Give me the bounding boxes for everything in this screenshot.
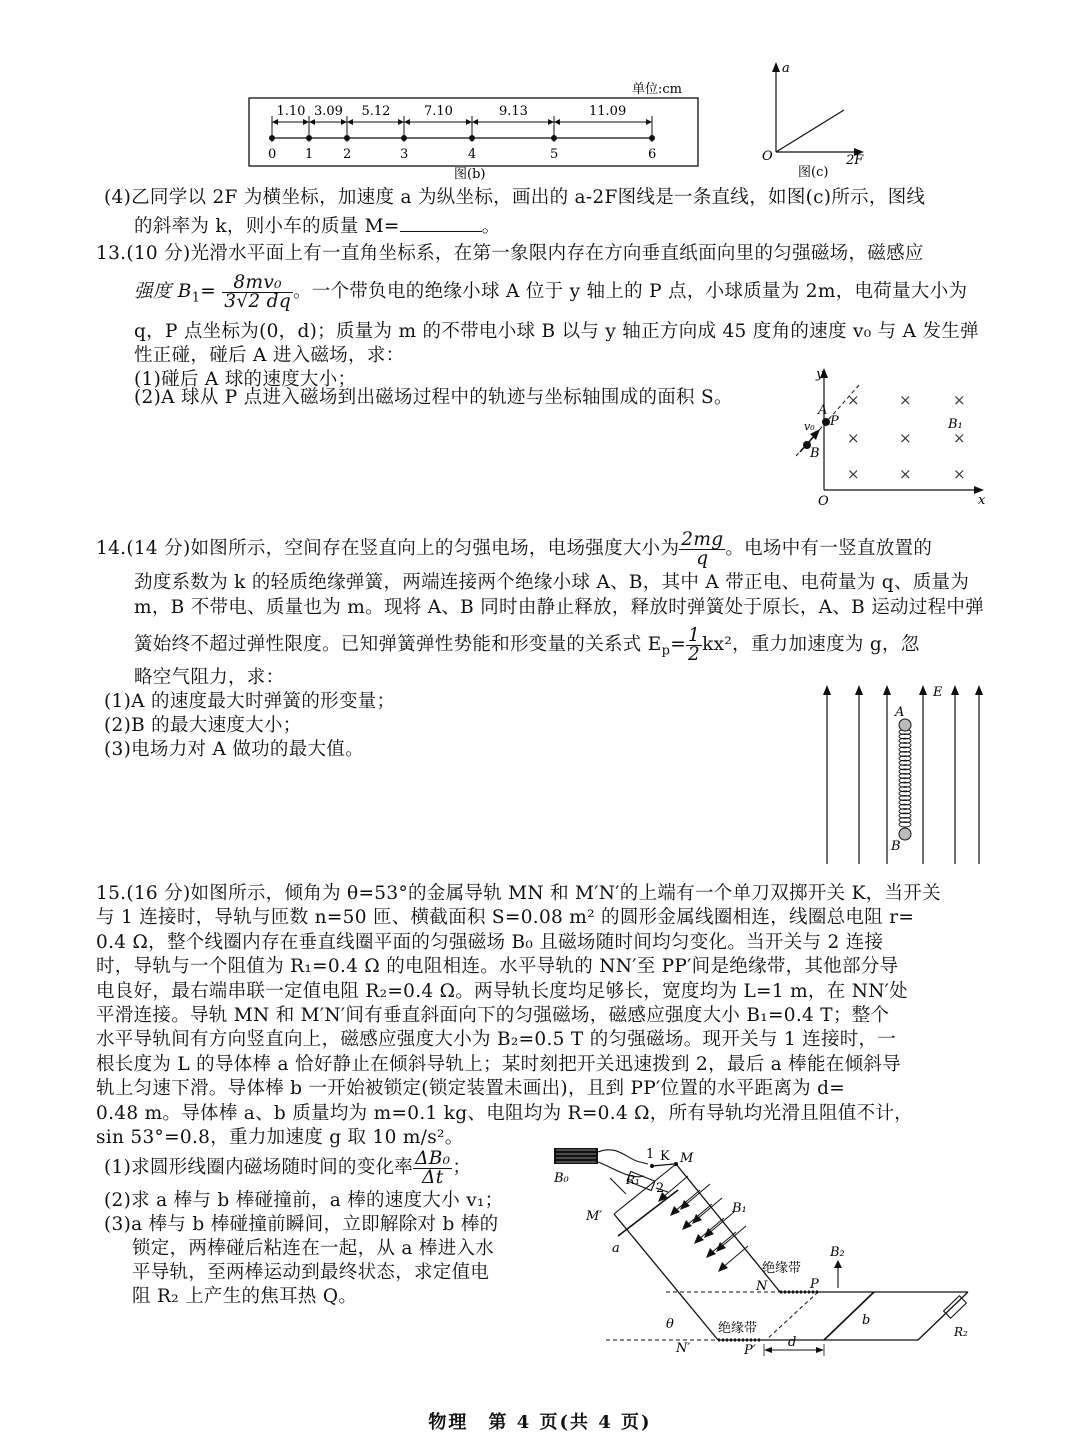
figb-arrow bbox=[309, 119, 315, 125]
q14-line5: 略空气阻力，求： bbox=[134, 667, 285, 688]
b1-field-arrow bbox=[684, 1184, 710, 1206]
figb-arrow bbox=[347, 119, 353, 125]
q14-fig-a: A bbox=[895, 705, 905, 720]
q15-fig-b: b bbox=[862, 1313, 871, 1328]
q13-fig-y: y bbox=[816, 367, 824, 382]
q15-sub3-4: 阻 R₂ 上产生的焦耳热 Q。 bbox=[132, 1286, 358, 1307]
figb-point-label: 2 bbox=[343, 147, 352, 162]
figb-arrow bbox=[646, 119, 652, 125]
q15-fig-r1: R₁ bbox=[626, 1173, 640, 1187]
q14-half-num: 1 bbox=[688, 624, 701, 646]
q13-fig-v0: v₀ bbox=[804, 420, 815, 433]
figb-point bbox=[306, 135, 312, 141]
q15-fig-d: d bbox=[788, 1335, 797, 1350]
figb-point-label: 6 bbox=[648, 147, 657, 162]
q15-rate bbox=[413, 1147, 452, 1188]
b1-field-arrow bbox=[710, 1232, 736, 1254]
q15-fig-ins1: 绝缘带 bbox=[762, 1261, 802, 1276]
q15-fig-b0: B₀ bbox=[554, 1171, 569, 1186]
b1-arrowhead bbox=[718, 1262, 728, 1272]
q14-line2: 劲度系数为 k 的轻质绝缘弹簧，两端连接两个绝缘小球 A、B，其中 A 带正电、电荷量为 q、质量为 bbox=[134, 572, 970, 593]
fig-c-caption: 图(c) bbox=[798, 165, 829, 180]
b1-field-arrow bbox=[722, 1246, 748, 1268]
figure-b bbox=[248, 78, 700, 186]
figb-arrow bbox=[272, 119, 278, 125]
q15-line-5: 电良好，最右端串联一定值电阻 R₂=0.4 Ω。两导轨长度均足够长，宽度均为 L=1 m，在 NN′处 bbox=[96, 980, 908, 1002]
q14-eq: = bbox=[670, 634, 687, 655]
field-arrow bbox=[951, 685, 959, 695]
q14-line4-rest: kx²，重力加速度为 g，忽 bbox=[702, 634, 920, 655]
figb-point bbox=[649, 135, 655, 141]
figb-segment-label: 7.10 bbox=[424, 104, 453, 119]
field-arrow bbox=[823, 685, 831, 695]
q15-fig-2: 2 bbox=[656, 1181, 665, 1196]
q15-sub3-1: (3)a 棒与 b 棒碰撞前瞬间，立即解除对 b 棒的 bbox=[104, 1214, 499, 1235]
q13-fig-b1: B₁ bbox=[948, 417, 963, 432]
q15-line-10: 0.48 m。导体棒 a、b 质量均为 m=0.1 kg、电阻均为 R=0.4 Ω，所有导轨均光滑且阻值不计， bbox=[96, 1102, 913, 1124]
fig-c-line bbox=[776, 110, 844, 152]
q15-line-8: 根长度为 L 的导体棒 a 恰好静止在倾斜导轨上；某时刻把开关迅速拨到 2，最后 a 棒能在倾斜导 bbox=[96, 1053, 901, 1075]
q13-line1: 13.(10 分)光滑水平面上有一直角坐标系，在第一象限内存在方向垂直纸面向里的匀强磁场，磁感应 bbox=[96, 243, 924, 264]
q15-sub1-end: ； bbox=[452, 1157, 472, 1178]
q13-line4: 性正碰，碰后 A 进入磁场，求： bbox=[134, 345, 405, 366]
q15-sub1 bbox=[104, 1144, 471, 1192]
fig-c-origin: O bbox=[762, 149, 773, 164]
figb-point-label: 5 bbox=[550, 147, 559, 162]
q13-line2-rest: 。一个带负电的绝缘小球 A 位于 y 轴上的 P 点，小球质量为 2m，电荷量大小为 bbox=[292, 281, 968, 302]
magnetic-field-cross: × bbox=[899, 465, 912, 483]
q15-fig-b1: B₁ bbox=[732, 1201, 747, 1216]
q13-frac-num: 8mv₀ bbox=[222, 274, 293, 293]
fig-b-unit: 单位:cm bbox=[632, 82, 682, 97]
q13-fraction bbox=[222, 271, 293, 312]
q15-rate-den: Δt bbox=[422, 1166, 444, 1188]
b1-arrowhead bbox=[682, 1220, 692, 1230]
b1-arrowhead bbox=[670, 1206, 680, 1216]
q15-fig-p: P bbox=[810, 1277, 819, 1292]
q15-fig-pp: P′ bbox=[744, 1343, 756, 1358]
figb-arrow bbox=[472, 119, 478, 125]
q13-fig-a: A bbox=[818, 403, 828, 418]
q15-line-2: 与 1 连接时，导轨与匝数 n=50 匝、横截面积 S=0.08 m² 的圆形金属线圈相连，线圈总电阻 r= bbox=[96, 907, 915, 929]
figb-arrow bbox=[303, 119, 309, 125]
figb-point bbox=[551, 135, 557, 141]
q14-line1 bbox=[96, 525, 932, 573]
figb-arrow bbox=[341, 119, 347, 125]
q13-fig-origin: O bbox=[818, 494, 829, 509]
field-arrow bbox=[855, 685, 863, 695]
q15-line-9: 轨上匀速下滑。导体棒 b 一开始被锁定(锁定装置未画出)，且到 PP′位置的水平距离为 d= bbox=[96, 1078, 846, 1100]
q15-sub3-3: 平导轨，至两棒运动到最终状态，求定值电 bbox=[132, 1262, 490, 1283]
q15-line-6: 平滑连接。导轨 MN 和 M′N′间有垂直斜面向下的匀强磁场，磁感应强度大小 B₁=0.4 T；整个 bbox=[96, 1005, 890, 1026]
magnetic-field-cross: × bbox=[847, 465, 860, 483]
fig-c-x-label: 2F bbox=[846, 153, 864, 168]
magnetic-field-cross: × bbox=[953, 429, 966, 447]
figure-c bbox=[760, 58, 880, 186]
q15-fig-n: N bbox=[756, 1279, 768, 1294]
q15-rate-num: ΔB₀ bbox=[415, 1147, 451, 1169]
q15-fig-m: M bbox=[680, 1151, 694, 1166]
q14-fig-b: B bbox=[891, 839, 901, 854]
q15-line-3: 0.4 Ω，整个线圈内存在垂直线圈平面的匀强磁场 B₀ 且磁场随时间均匀变化。当开关与 2 连接 bbox=[96, 931, 884, 953]
fig-b-caption: 图(b) bbox=[454, 167, 486, 182]
q12-4-end: 。 bbox=[481, 216, 501, 237]
magnetic-field-cross: × bbox=[847, 391, 860, 409]
q13-fig-x: x bbox=[978, 493, 986, 508]
b1-field-arrow bbox=[662, 1176, 688, 1198]
field-arrow bbox=[975, 685, 983, 695]
figb-segment-label: 5.12 bbox=[361, 104, 391, 119]
q15-fig-k: K bbox=[660, 1149, 670, 1164]
field-arrow bbox=[883, 685, 891, 695]
b1-arrowhead bbox=[706, 1248, 716, 1258]
q14-fig-e: E bbox=[933, 685, 943, 700]
q13-fig-p: P bbox=[830, 414, 839, 429]
figb-arrow bbox=[404, 119, 410, 125]
figb-segment-label: 3.09 bbox=[314, 104, 343, 119]
q15-fig-ins2: 绝缘带 bbox=[718, 1321, 758, 1336]
q14-sub2: (2)B 的最大速度大小； bbox=[104, 715, 302, 736]
q13-fig-b: B bbox=[810, 446, 820, 461]
q15-line-7: 水平导轨间有方向竖直向上，磁感应强度大小为 B₂=0.5 T 的匀强磁场。现开关与 1 连接时，一 bbox=[96, 1029, 897, 1051]
q15-line-11: sin 53°=0.8，重力加速度 g 取 10 m/s²。 bbox=[96, 1127, 464, 1148]
q14-half bbox=[686, 624, 702, 665]
figb-arrow bbox=[548, 119, 554, 125]
q13-b1-sub: 1 bbox=[191, 290, 201, 306]
q13-eq: = bbox=[200, 281, 217, 302]
q14-frac-den: q bbox=[696, 547, 709, 569]
field-arrow bbox=[919, 685, 927, 695]
magnetic-field-cross: × bbox=[953, 465, 966, 483]
figb-point-label: 3 bbox=[400, 147, 409, 162]
figb-point-label: 1 bbox=[305, 147, 314, 162]
page-footer: 物理 第 4 页(共 4 页) bbox=[428, 1412, 652, 1433]
q14-fraction bbox=[679, 528, 725, 569]
q15-sub3-2: 锁定，两棒碰后粘连在一起，从 a 棒进入水 bbox=[132, 1238, 495, 1259]
magnetic-field-cross: × bbox=[847, 429, 860, 447]
q13-line3: q，P 点坐标为(0，d)；质量为 m 的不带电小球 B 以与 y 轴正方向成 45 度角的速度 v₀ 与 A 发生弹 bbox=[134, 321, 979, 342]
q15-fig-b2: B₂ bbox=[830, 1245, 845, 1260]
figb-point-label: 4 bbox=[468, 147, 477, 162]
q14-line1-text: 14.(14 分)如图所示，空间存在竖直向上的匀强电场，电场强度大小为 bbox=[96, 538, 680, 559]
q15-line-4: 时，导轨与一个阻值为 R₁=0.4 Ω 的电阻相连。水平导轨的 NN′至 PP′间是绝缘带，其他部分导 bbox=[96, 956, 899, 978]
figb-point bbox=[269, 135, 275, 141]
q14-sub3: (3)电场力对 A 做功的最大值。 bbox=[104, 739, 364, 760]
q13-b1: 强度 B bbox=[134, 281, 192, 302]
magnetic-field-cross: × bbox=[899, 391, 912, 409]
q15-fig-np: N′ bbox=[676, 1341, 691, 1356]
magnetic-field-cross: × bbox=[953, 391, 966, 409]
fig-c-y-label: a bbox=[782, 61, 790, 76]
q14-figure bbox=[815, 682, 985, 868]
q15-fig-a: a bbox=[612, 1241, 620, 1256]
q13-sub2: (2)A 球从 P 点进入磁场到出磁场过程中的轨迹与坐标轴围成的面积 S。 bbox=[134, 387, 733, 408]
q15-line-1: 15.(16 分)如图所示，倾角为 θ=53°的金属导轨 MN 和 M′N′的上端有一个单刀双掷开关 K，当开关 bbox=[96, 883, 941, 904]
figb-arrow bbox=[398, 119, 404, 125]
q14-ep-sub: p bbox=[661, 643, 671, 659]
figb-point bbox=[469, 135, 475, 141]
figb-arrow bbox=[554, 119, 560, 125]
coil-icon bbox=[554, 1148, 598, 1164]
q12-4-line1: (4)乙同学以 2F 为横坐标，加速度 a 为纵坐标，画出的 a-2F图线是一条直线，如图(c)所示，图线 bbox=[104, 187, 926, 208]
figb-point bbox=[344, 135, 350, 141]
q13-frac-den: 3√2 dq bbox=[224, 290, 291, 312]
q15-fig-1: 1 bbox=[646, 1147, 655, 1162]
b1-field-arrow bbox=[698, 1218, 724, 1240]
b1-field-arrow bbox=[674, 1190, 700, 1212]
q13-line2 bbox=[134, 266, 967, 325]
q15-sub1-text: (1)求圆形线圈内磁场随时间的变化率 bbox=[104, 1157, 414, 1178]
q14-line1-rest: 。电场中有一竖直放置的 bbox=[725, 538, 933, 559]
q14-sub1: (1)A 的速度最大时弹簧的形变量； bbox=[104, 691, 396, 712]
q12-4-text: 的斜率为 k，则小车的质量 M= bbox=[134, 216, 400, 237]
q15-fig-r2: R₂ bbox=[954, 1325, 968, 1339]
q14-line4-text: 簧始终不超过弹性限度。已知弹簧弹性势能和形变量的关系式 E bbox=[134, 634, 662, 655]
q15-fig-theta: θ bbox=[666, 1317, 674, 1332]
b1-arrowhead bbox=[694, 1234, 704, 1244]
q13-figure bbox=[790, 362, 990, 512]
figb-point bbox=[401, 135, 407, 141]
figb-point-label: 0 bbox=[268, 147, 277, 162]
q13-sub1: (1)碰后 A 球的速度大小； bbox=[134, 369, 357, 390]
q14-line3: m，B 不带电、质量也为 m。现将 A、B 同时由静止释放，释放时弹簧处于原长，A、B 运动过程中弹 bbox=[134, 597, 984, 618]
figb-segment-label: 11.09 bbox=[589, 104, 627, 119]
figb-segment-label: 1.10 bbox=[276, 104, 306, 119]
figb-segment-label: 9.13 bbox=[499, 104, 528, 119]
magnetic-field-cross: × bbox=[899, 429, 912, 447]
b1-field-arrow bbox=[686, 1204, 712, 1226]
q14-frac-num: 2mg bbox=[681, 528, 724, 550]
q12-4-line2 bbox=[134, 213, 501, 239]
q15-fig-mp: M′ bbox=[586, 1209, 603, 1224]
figb-arrow bbox=[466, 119, 472, 125]
q15-sub2: (2)求 a 棒与 b 棒碰撞前，a 棒的速度大小 v₁； bbox=[104, 1190, 504, 1211]
q15-figure bbox=[548, 1140, 988, 1362]
q14-half-den: 2 bbox=[688, 643, 701, 665]
q12-4-blank bbox=[400, 213, 482, 232]
